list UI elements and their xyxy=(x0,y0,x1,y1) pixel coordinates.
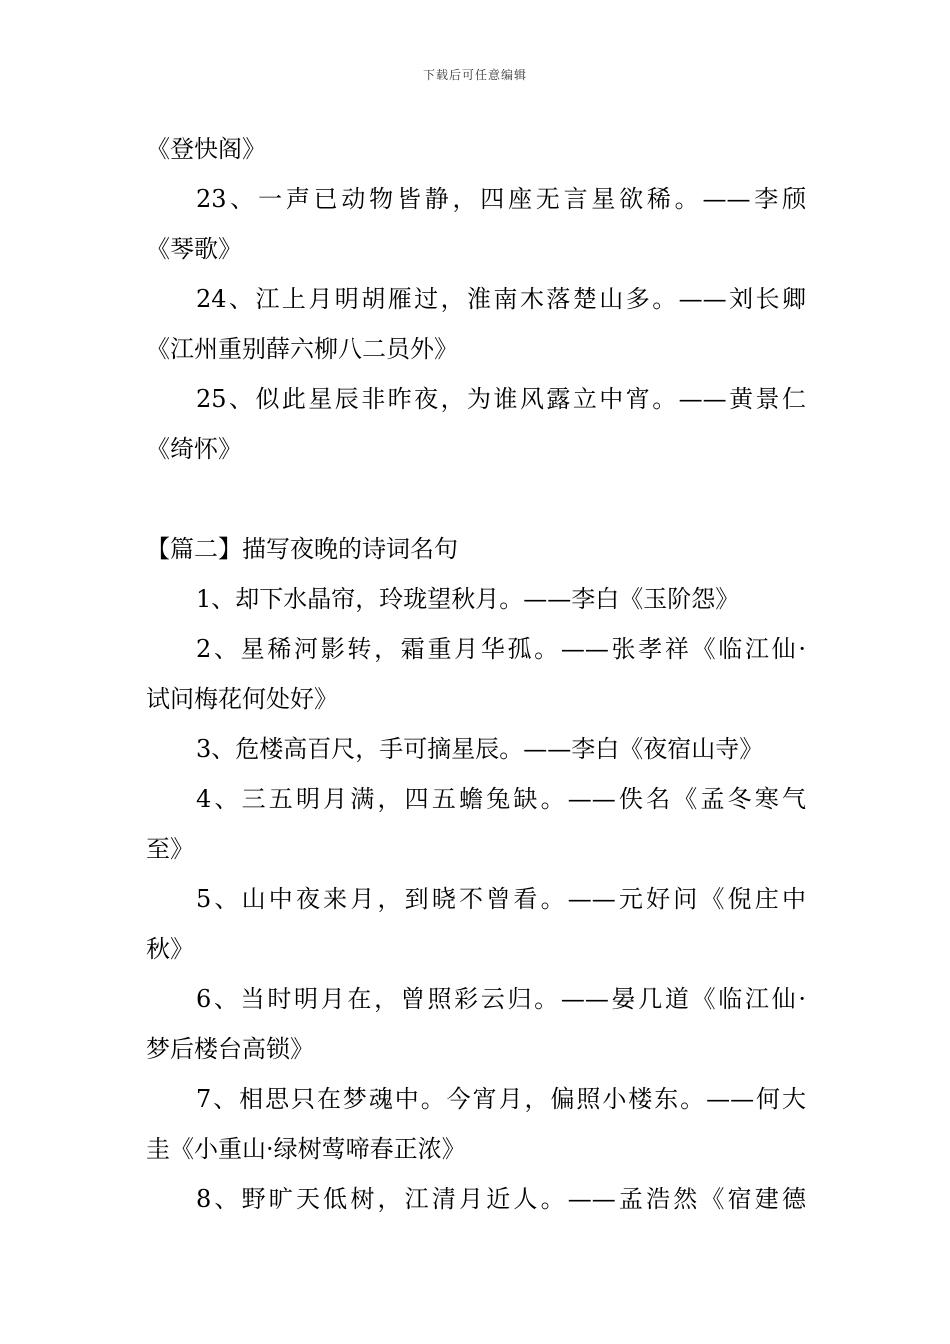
page-header: 下载后可任意编辑 xyxy=(422,68,527,82)
paragraph-line: 《江州重别薛六柳八二员外》 xyxy=(146,335,458,363)
list-item-line: 1、却下水晶帘，玲珑望秋月。——李白《玉阶怨》 xyxy=(196,585,740,613)
paragraph-line: 《琴歌》 xyxy=(146,235,242,263)
document-body xyxy=(146,124,806,1224)
list-item-line: 8、野旷天低树，江清月近人。——孟浩然《宿建德 xyxy=(196,1185,806,1213)
paragraph-line: 《登快阁》 xyxy=(146,135,266,163)
list-item-line: 5、山中夜来月，到晓不曾看。——元好问《倪庄中 xyxy=(196,885,806,913)
list-item-line: 4、三五明月满，四五蟾兔缺。——佚名《孟冬寒气 xyxy=(196,785,806,813)
paragraph-line: 24、江上月明胡雁过，淮南木落楚山多。——刘长卿 xyxy=(196,285,806,313)
list-item-line: 试问梅花何处好》 xyxy=(146,685,338,713)
list-item-line: 7、相思只在梦魂中。今宵月，偏照小楼东。——何大 xyxy=(196,1085,806,1113)
list-item-line: 秋》 xyxy=(146,935,194,963)
blank-line xyxy=(146,474,806,524)
paragraph-line: 23、一声已动物皆静，四座无言星欲稀。——李颀 xyxy=(196,185,806,213)
list-item-line: 梦后楼台高锁》 xyxy=(146,1035,314,1063)
list-item-line: 6、当时明月在，曾照彩云归。——晏几道《临江仙· xyxy=(196,985,806,1013)
list-item-line: 至》 xyxy=(146,835,194,863)
list-item-line: 3、危楼高百尺，手可摘星辰。——李白《夜宿山寺》 xyxy=(196,735,764,763)
section-title: 【篇二】描写夜晚的诗词名句 xyxy=(146,535,458,563)
paragraph-line: 《绮怀》 xyxy=(146,435,242,463)
list-item-line: 2、星稀河影转，霜重月华孤。——张孝祥《临江仙· xyxy=(196,635,806,663)
list-item-line: 圭《小重山·绿树莺啼春正浓》 xyxy=(146,1135,466,1163)
paragraph-line: 25、似此星辰非昨夜，为谁风露立中宵。——黄景仁 xyxy=(196,385,806,413)
